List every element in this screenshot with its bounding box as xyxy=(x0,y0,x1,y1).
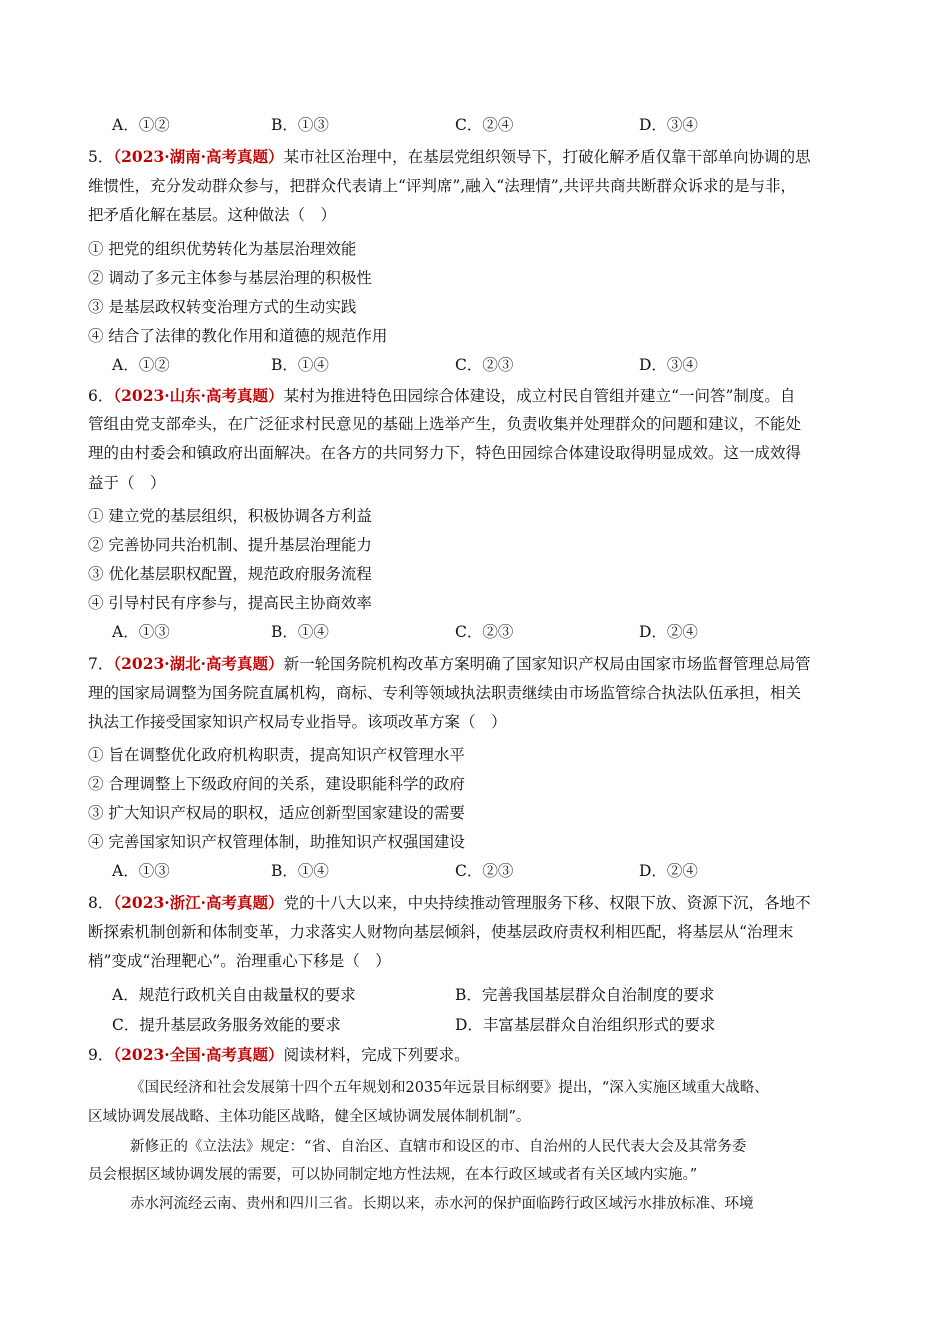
q6-item-1: ① 建立党的基层组织，积极协调各方利益 xyxy=(88,507,372,525)
q4-option-a: A．①② xyxy=(112,116,170,134)
q5-item-2: ② 调动了多元主体参与基层治理的积极性 xyxy=(88,269,372,287)
question-source: （2023·浙江·高考真题） xyxy=(113,893,284,912)
q9-material-line-4: 员会根据区域协调发展的需要，可以协同制定地方性法规，在本行政区域或者有关区域内实施。” xyxy=(88,1167,698,1183)
q7-item-4: ④ 完善国家知识产权管理体制，助推知识产权强国建设 xyxy=(88,833,465,851)
q5-option-a: A．①② xyxy=(112,356,170,374)
question-number: 5． xyxy=(88,148,114,166)
q5-option-d: D．③④ xyxy=(639,356,698,374)
q6-stem-line-4: 益于（ ） xyxy=(88,474,166,492)
q7-item-3: ③ 扩大知识产权局的职权，适应创新型国家建设的需要 xyxy=(88,804,465,822)
q5-option-b: B．①④ xyxy=(271,356,329,374)
q6-stem-line-1: 6．（2023·山东·高考真题）某村为推进特色田园综合体建设，成立村民自管组并建立“一问答”制度。自 xyxy=(88,386,796,405)
q6-option-b: B．①④ xyxy=(271,623,329,641)
q5-item-1: ① 把党的组织优势转化为基层治理效能 xyxy=(88,240,357,258)
q8-stem-line-1: 8．（2023·浙江·高考真题）党的十八大以来，中央持续推动管理服务下移、权限下放、资源下沉，各地不 xyxy=(88,893,811,912)
question-source: （2023·山东·高考真题） xyxy=(113,386,284,405)
question-source: （2023·全国·高考真题） xyxy=(113,1045,284,1064)
q8-option-b: B．完善我国基层群众自治制度的要求 xyxy=(455,986,715,1004)
q7-stem-line-3: 执法工作接受国家知识产权局专业指导。该项改革方案（ ） xyxy=(88,713,507,731)
q6-option-a: A．①③ xyxy=(112,623,170,641)
q9-material-line-3: 新修正的《立法法》规定：“省、自治区、直辖市和设区的市、自治州的人民代表大会及其常务委 xyxy=(130,1139,747,1155)
question-number: 7． xyxy=(88,655,114,673)
q8-option-a: A．规范行政机关自由裁量权的要求 xyxy=(112,986,356,1004)
question-number: 8． xyxy=(88,894,114,912)
q7-stem-line-1: 7．（2023·湖北·高考真题）新一轮国务院机构改革方案明确了国家知识产权局由国家市场监督管理总局管 xyxy=(88,654,811,673)
q7-item-1: ① 旨在调整优化政府机构职责，提高知识产权管理水平 xyxy=(88,746,465,764)
q6-item-3: ③ 优化基层职权配置，规范政府服务流程 xyxy=(88,565,372,583)
q4-option-d: D．③④ xyxy=(639,116,698,134)
q7-option-b: B．①④ xyxy=(271,862,329,880)
q4-option-c: C．②④ xyxy=(455,116,514,134)
q6-option-c: C．②③ xyxy=(455,623,514,641)
q5-item-3: ③ 是基层政权转变治理方式的生动实践 xyxy=(88,298,357,316)
q5-item-4: ④ 结合了法律的教化作用和道德的规范作用 xyxy=(88,327,388,345)
q8-option-d: D．丰富基层群众自治组织形式的要求 xyxy=(455,1016,716,1034)
q5-option-c: C．②③ xyxy=(455,356,514,374)
q6-stem-line-2: 管组由党支部牵头，在广泛征求村民意见的基础上选举产生，负责收集并处理群众的问题和建议，不能处 xyxy=(88,415,802,433)
q7-stem-line-2: 理的国家局调整为国务院直属机构，商标、专利等领域执法职责继续由市场监管综合执法队伍承担，相关 xyxy=(88,684,802,702)
q7-option-c: C．②③ xyxy=(455,862,514,880)
q8-stem-line-2: 断探索机制创新和体制变革，力求落实人财物向基层倾斜，使基层政府责权利相匹配，将基层从“治理末 xyxy=(88,923,794,941)
q6-option-d: D．②④ xyxy=(639,623,698,641)
q6-stem-line-3: 理的由村委会和镇政府出面解决。在各方的共同努力下，特色田园综合体建设取得明显成效。这一成效得 xyxy=(88,444,802,462)
q9-material-line-2: 区域协调发展战略、主体功能区战略，健全区域协调发展体制机制”。 xyxy=(88,1109,531,1125)
q5-stem-line-3: 把矛盾化解在基层。这种做法（ ） xyxy=(88,206,337,224)
q7-option-a: A．①③ xyxy=(112,862,170,880)
q5-stem-line-1: 5．（2023·湖南·高考真题）某市社区治理中，在基层党组织领导下，打破化解矛盾仅靠干部单向协调的思 xyxy=(88,147,811,166)
q7-item-2: ② 合理调整上下级政府间的关系，建设职能科学的政府 xyxy=(88,775,465,793)
question-source: （2023·湖北·高考真题） xyxy=(113,654,284,673)
q8-option-c: C．提升基层政务服务效能的要求 xyxy=(112,1016,341,1034)
q7-option-d: D．②④ xyxy=(639,862,698,880)
q6-item-2: ② 完善协同共治机制、提升基层治理能力 xyxy=(88,536,372,554)
q5-stem-line-2: 维惯性，充分发动群众参与，把群众代表请上“评判席”,融入“法理情”,共评共商共断群众诉求的是与非， xyxy=(88,177,797,195)
q8-stem-line-3: 梢”变成“治理靶心”。治理重心下移是（ ） xyxy=(88,952,391,970)
q6-item-4: ④ 引导村民有序参与，提高民主协商效率 xyxy=(88,594,372,612)
q4-option-b: B．①③ xyxy=(271,116,329,134)
q9-stem-line-1: 9．（2023·全国·高考真题）阅读材料，完成下列要求。 xyxy=(88,1045,470,1064)
question-number: 9． xyxy=(88,1046,114,1064)
question-source: （2023·湖南·高考真题） xyxy=(113,147,284,166)
question-number: 6． xyxy=(88,387,114,405)
q9-material-line-5: 赤水河流经云南、贵州和四川三省。长期以来，赤水河的保护面临跨行政区域污水排放标准、环境 xyxy=(130,1196,754,1212)
q9-material-line-1: 《国民经济和社会发展第十四个五年规划和2035年远景目标纲要》提出，“深入实施区域重大战略、 xyxy=(130,1080,769,1096)
